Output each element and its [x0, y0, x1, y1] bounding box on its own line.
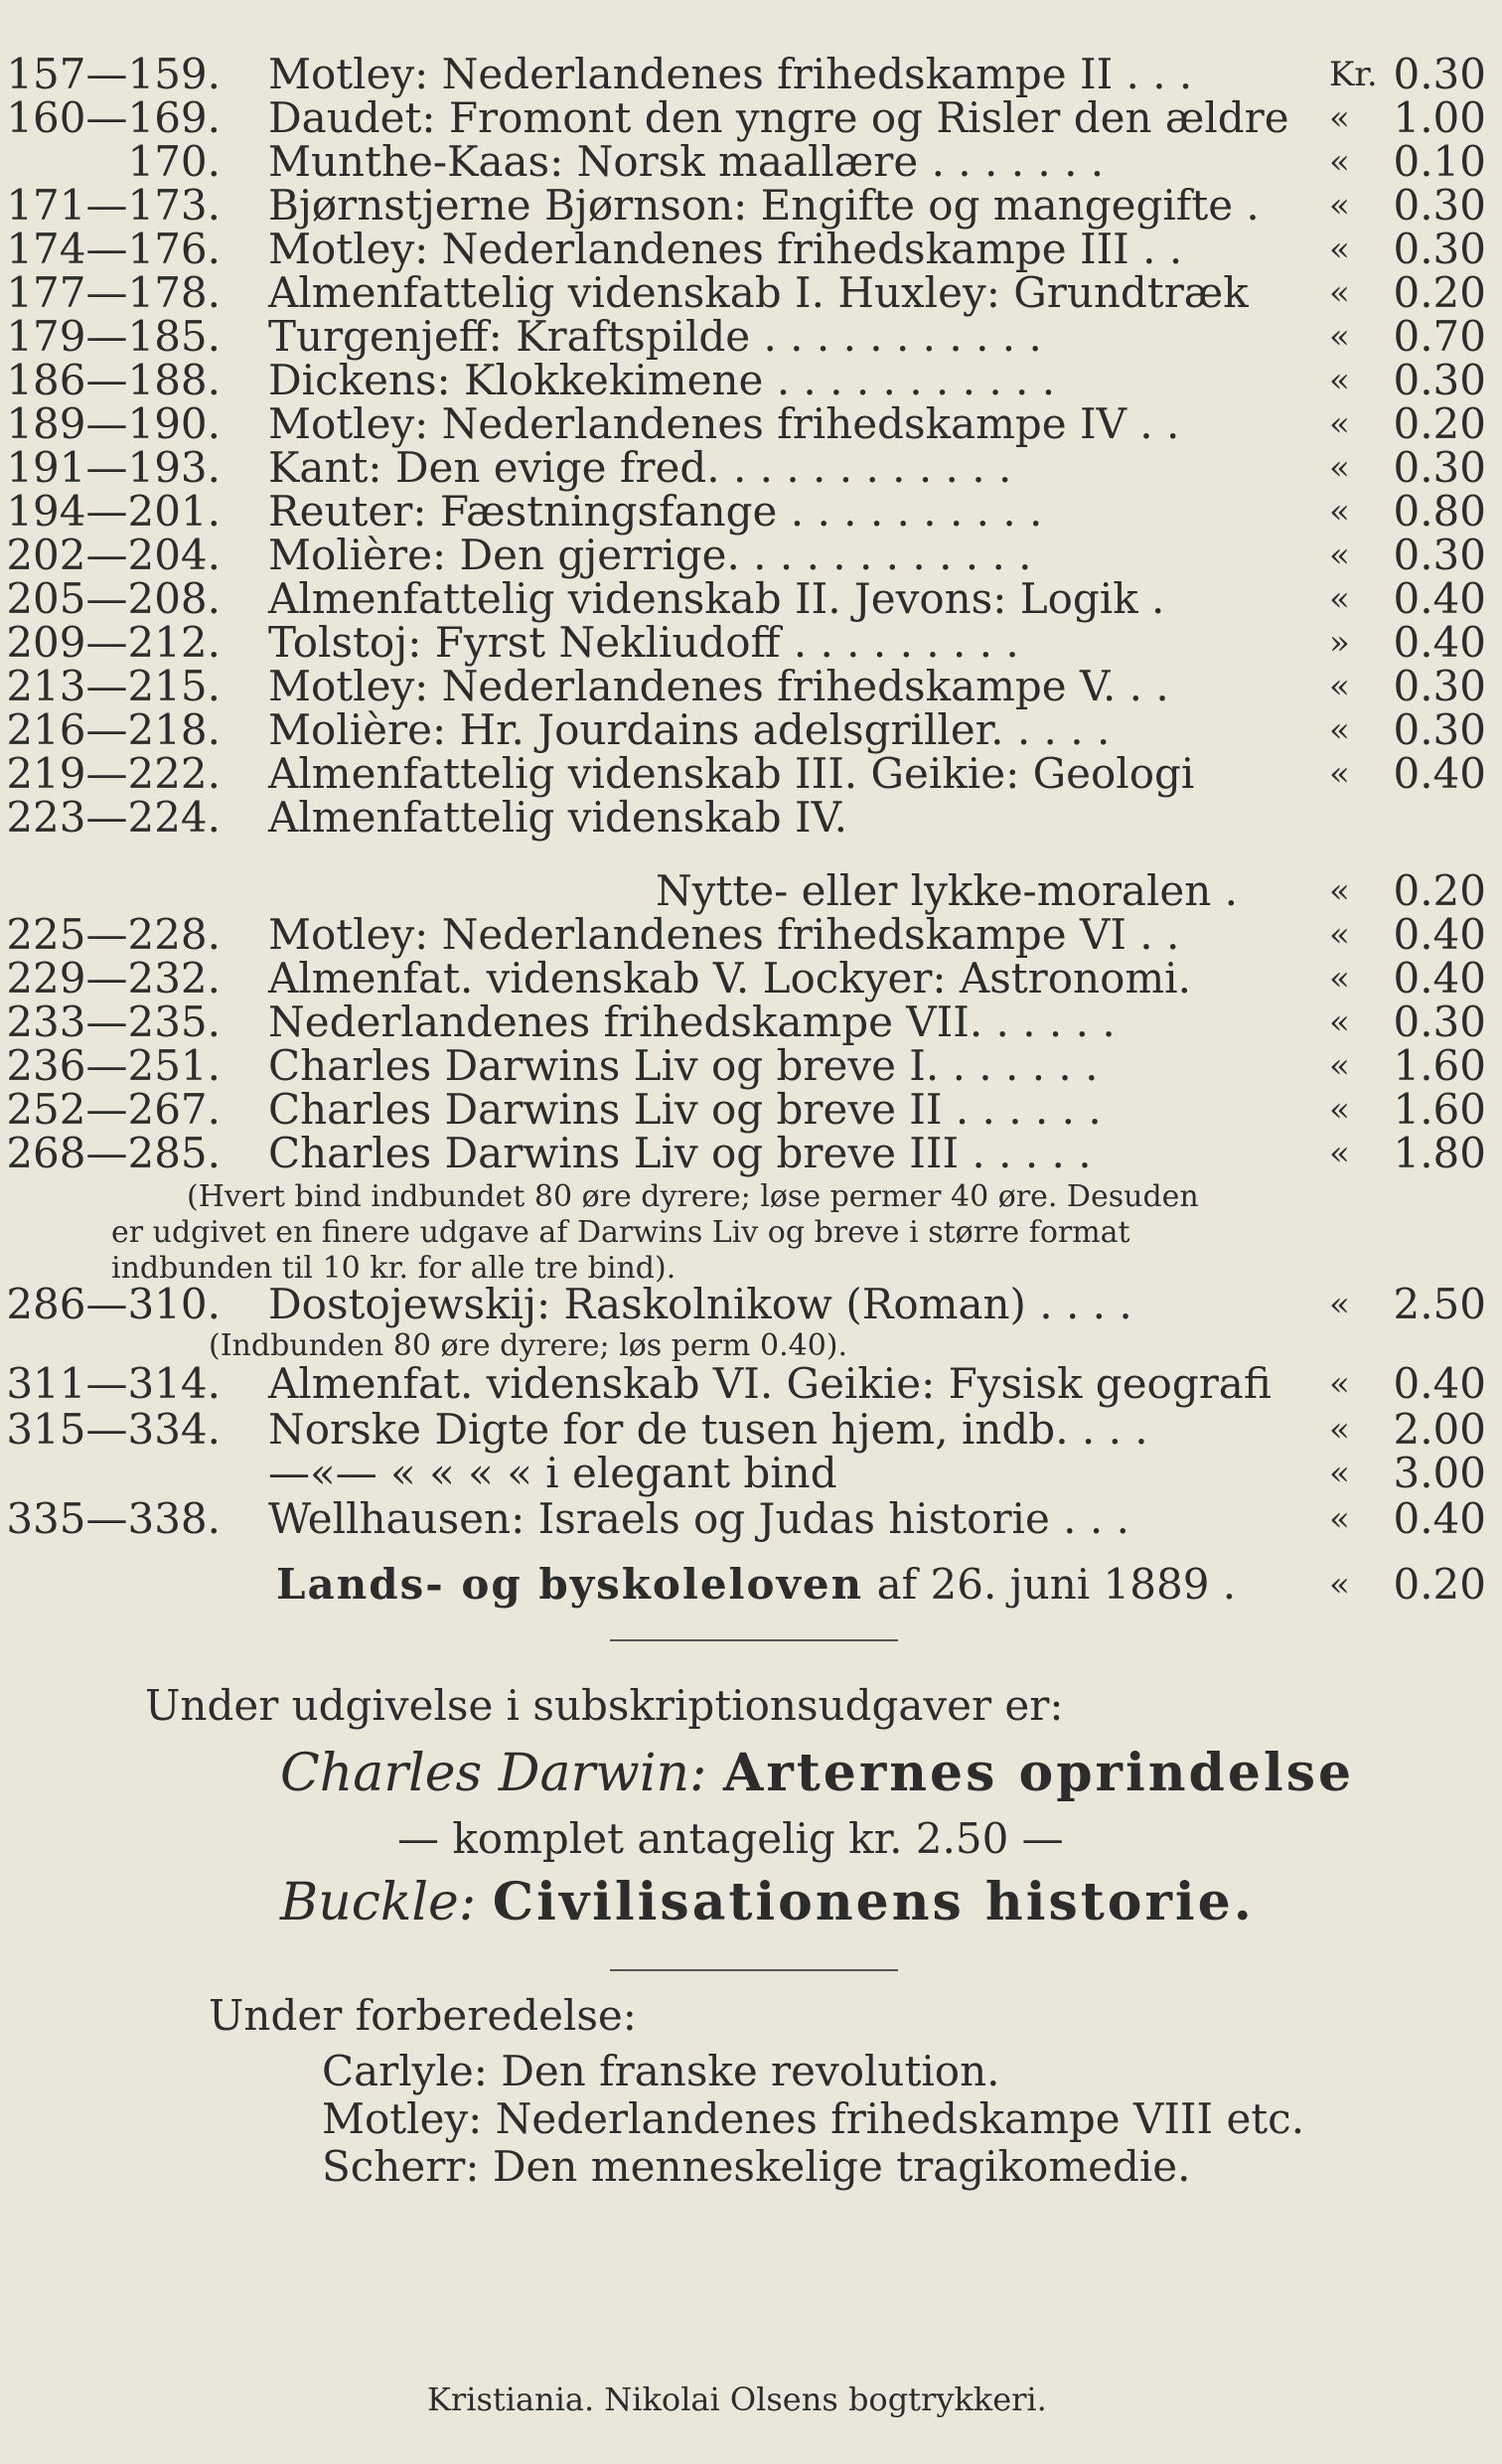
catalog-price: 0.30 — [1393, 531, 1486, 579]
preparation-item: Motley: Nederlandenes frihedskampe VIII etc. — [322, 2094, 1305, 2143]
catalog-row — [0, 1087, 1502, 1133]
law-date: af 26. juni 1889 . — [876, 1560, 1237, 1609]
catalog-title: Almenfat. videnskab VI. Geikie: Fysisk geografi — [268, 1359, 1272, 1408]
catalog-row — [0, 1496, 1502, 1542]
catalog-number: 202—204. — [6, 531, 221, 579]
catalog-row — [0, 1361, 1502, 1407]
catalog-title: Tolstoj: Fyrst Nekliudoff . . . . . . . . . — [268, 618, 1019, 667]
buckle-author: Buckle: — [280, 1873, 477, 1932]
catalog-row — [0, 227, 1502, 272]
price-ditto-mark: « — [1329, 1002, 1350, 1042]
catalog-title: Norske Digte for de tusen hjem, indb. . . . — [268, 1405, 1148, 1454]
darwin-note-line-1: (Hvert bind indbundet 80 øre dyrere; løse permer 40 øre. Desuden — [187, 1179, 1199, 1214]
catalog-price: 0.30 — [1393, 998, 1486, 1046]
price-ditto-mark: « — [1329, 273, 1350, 313]
price-ditto-mark: « — [1329, 1046, 1350, 1086]
catalog-row — [0, 95, 1502, 141]
catalog-row — [0, 956, 1502, 1001]
catalog-price: 0.30 — [1393, 662, 1486, 710]
catalog-title: Almenfat. videnskab V. Lockyer: Astronomi. — [268, 954, 1191, 1002]
catalog-number: 174—176. — [6, 225, 221, 273]
catalog-number: 286—310. — [6, 1280, 221, 1328]
law-title: Lands- og byskoleloven — [276, 1560, 864, 1609]
catalog-title: Dostojewskij: Raskolnikow (Roman) . . . . — [268, 1280, 1132, 1328]
catalog-row — [0, 139, 1502, 185]
catalog-number: 229—232. — [6, 954, 221, 1002]
catalog-row — [0, 795, 1502, 841]
catalog-title: Motley: Nederlandenes frihedskampe II . . . — [268, 50, 1193, 98]
catalog-price: 0.40 — [1393, 954, 1486, 1002]
preparation-item: Carlyle: Den franske revolution. — [322, 2047, 1000, 2095]
price-ditto-mark: « — [1329, 959, 1350, 999]
law-mark: « — [1329, 1565, 1350, 1605]
price-ditto-mark: « — [1329, 142, 1350, 182]
catalog-title: Motley: Nederlandenes frihedskampe V. . . — [268, 662, 1169, 710]
catalog-row — [0, 1451, 1502, 1496]
catalog-row — [0, 183, 1502, 229]
catalog-price: 0.70 — [1393, 312, 1486, 361]
catalog-title: Wellhausen: Israels og Judas historie . . . — [268, 1494, 1129, 1543]
catalog-number: 213—215. — [6, 662, 221, 710]
darwin-price-note: — komplet antagelig kr. 2.50 — — [397, 1814, 1064, 1863]
catalog-title: Nytte- eller lykke-moralen . — [656, 866, 1239, 915]
catalog-number: 268—285. — [6, 1129, 221, 1177]
price-ditto-mark: « — [1329, 448, 1350, 488]
darwin-note-line-3: indbunden til 10 kr. for alle tre bind). — [111, 1251, 676, 1286]
catalog-price: 1.60 — [1393, 1085, 1486, 1134]
catalog-title: Almenfattelig videnskab I. Huxley: Grundtræk — [268, 268, 1249, 317]
price-ditto-mark: « — [1329, 710, 1350, 750]
catalog-title: Dickens: Klokkekimene . . . . . . . . . . . — [268, 356, 1056, 404]
catalog-title: Kant: Den evige fred. . . . . . . . . . . . — [268, 443, 1012, 492]
catalog-price: 3.00 — [1393, 1449, 1486, 1497]
catalog-title: Charles Darwins Liv og breve I. . . . . . . — [268, 1041, 1099, 1090]
price-ditto-mark: « — [1329, 404, 1350, 444]
price-ditto-mark: « — [1329, 871, 1350, 911]
catalog-price: 2.50 — [1393, 1280, 1486, 1328]
price-ditto-mark: « — [1329, 1090, 1350, 1130]
catalog-number: 194—201. — [6, 487, 221, 536]
catalog-price: 0.40 — [1393, 1359, 1486, 1408]
preparation-heading: Under forberedelse: — [209, 1991, 637, 2040]
buckle-subscription-line — [280, 1872, 1255, 1932]
catalog-row — [0, 620, 1502, 666]
catalog-price: 0.40 — [1393, 910, 1486, 959]
catalog-row — [0, 52, 1502, 97]
catalog-row — [0, 533, 1502, 578]
catalog-number: 315—334. — [6, 1405, 221, 1454]
catalog-number: 160—169. — [6, 93, 221, 142]
catalog-title: Motley: Nederlandenes frihedskampe III . . — [268, 225, 1183, 273]
catalog-price: 0.40 — [1393, 574, 1486, 623]
price-ditto-mark: « — [1329, 1454, 1350, 1493]
catalog-price: 0.30 — [1393, 225, 1486, 273]
catalog-title: Turgenjeff: Kraftspilde . . . . . . . . . . . — [268, 312, 1042, 361]
subscription-heading: Under udgivelse i subskriptionsudgaver er: — [145, 1681, 1064, 1730]
catalog-title: Molière: Hr. Jourdains adelsgriller. . . . . — [268, 705, 1111, 754]
darwin-work-title: Arternes oprindelse — [723, 1743, 1355, 1803]
catalog-row — [0, 358, 1502, 403]
catalog-number: 236—251. — [6, 1041, 221, 1090]
catalog-number: 219—222. — [6, 749, 221, 798]
catalog-price: 0.20 — [1393, 866, 1486, 915]
price-ditto-mark: « — [1329, 1499, 1350, 1539]
catalog-number: 179—185. — [6, 312, 221, 361]
catalog-row — [0, 1282, 1502, 1327]
catalog-row — [0, 1043, 1502, 1089]
price-ditto-mark: « — [1329, 317, 1350, 357]
catalog-price: 0.10 — [1393, 137, 1486, 186]
catalog-number: 189—190. — [6, 399, 221, 448]
catalog-price: 0.40 — [1393, 1494, 1486, 1543]
catalog-title: Charles Darwins Liv og breve II . . . . . . — [268, 1085, 1102, 1134]
catalog-price: 0.40 — [1393, 618, 1486, 667]
catalog-title: Charles Darwins Liv og breve III . . . . . — [268, 1129, 1092, 1177]
catalog-row — [0, 314, 1502, 360]
catalog-price: 1.80 — [1393, 1129, 1486, 1177]
divider-rule-1 — [610, 1639, 898, 1641]
price-ditto-mark: « — [1329, 915, 1350, 955]
catalog-price: 0.30 — [1393, 705, 1486, 754]
price-ditto-mark: « — [1329, 667, 1350, 706]
catalog-price: 0.30 — [1393, 50, 1486, 98]
catalog-title: Almenfattelig videnskab III. Geikie: Geologi — [268, 749, 1195, 798]
catalog-number: 170. — [127, 137, 221, 186]
law-price: 0.20 — [1393, 1560, 1486, 1609]
catalog-row — [0, 912, 1502, 958]
price-ditto-mark: « — [1329, 1364, 1350, 1404]
catalog-title: Bjørnstjerne Bjørnson: Engifte og mangegifte . — [268, 181, 1260, 230]
price-ditto-mark: « — [1329, 1134, 1350, 1173]
price-ditto-mark: « — [1329, 1410, 1350, 1450]
catalog-row — [0, 576, 1502, 622]
catalog-price: 0.30 — [1393, 443, 1486, 492]
catalog-price: 0.30 — [1393, 356, 1486, 404]
catalog-number: 205—208. — [6, 574, 221, 623]
darwin-note-line-2: er udgivet en finere udgave af Darwins Liv og breve i større format — [111, 1215, 1130, 1250]
catalog-number: 233—235. — [6, 998, 221, 1046]
catalog-number: 216—218. — [6, 705, 221, 754]
catalog-title: Munthe-Kaas: Norsk maallære . . . . . . . — [268, 137, 1105, 186]
catalog-number: 191—193. — [6, 443, 221, 492]
catalog-number: 171—173. — [6, 181, 221, 230]
catalog-row — [0, 270, 1502, 316]
price-ditto-mark: « — [1329, 492, 1350, 532]
catalog-row — [0, 445, 1502, 491]
catalog-price: 0.80 — [1393, 487, 1486, 536]
price-ditto-mark: « — [1329, 186, 1350, 226]
catalog-number: 186—188. — [6, 356, 221, 404]
price-ditto-mark: « — [1329, 536, 1350, 575]
catalog-price: 1.60 — [1393, 1041, 1486, 1090]
catalog-row — [0, 401, 1502, 447]
catalog-title: Almenfattelig videnskab IV. — [268, 793, 847, 842]
catalog-row — [0, 707, 1502, 753]
price-ditto-mark: « — [1329, 361, 1350, 400]
catalog-price: 0.40 — [1393, 749, 1486, 798]
catalog-row — [0, 751, 1502, 797]
price-ditto-mark: « — [1329, 1285, 1350, 1324]
price-ditto-mark: « — [1329, 579, 1350, 619]
catalog-number: 225—228. — [6, 910, 221, 959]
price-ditto-mark: « — [1329, 98, 1350, 138]
law-row — [0, 1562, 1502, 1608]
buckle-work-title: Civilisationens historie. — [492, 1872, 1255, 1932]
catalog-row — [0, 868, 1502, 914]
divider-rule-2 — [610, 1969, 898, 1971]
price-ditto-mark: « — [1329, 230, 1350, 269]
catalog-number: 177—178. — [6, 268, 221, 317]
catalog-title: Daudet: Fromont den yngre og Risler den ældre — [268, 93, 1289, 142]
catalog-price: 0.30 — [1393, 181, 1486, 230]
catalog-row — [0, 1131, 1502, 1176]
catalog-number: 311—314. — [6, 1359, 221, 1408]
catalog-row — [0, 1000, 1502, 1045]
printer-imprint: Kristiania. Nikolai Olsens bogtrykkeri. — [427, 2381, 1047, 2418]
catalog-title: Molière: Den gjerrige. . . . . . . . . . . . — [268, 531, 1032, 579]
catalog-price: 0.20 — [1393, 399, 1486, 448]
price-ditto-mark: » — [1329, 623, 1350, 663]
catalog-title: —«— « « « « i elegant bind — [268, 1449, 837, 1497]
catalog-number: 223—224. — [6, 793, 221, 842]
catalog-number: 252—267. — [6, 1085, 221, 1134]
catalog-price: 0.20 — [1393, 268, 1486, 317]
catalog-title: Reuter: Fæstningsfange . . . . . . . . . . — [268, 487, 1043, 536]
catalog-price: 1.00 — [1393, 93, 1486, 142]
catalog-title: Motley: Nederlandenes frihedskampe IV . . — [268, 399, 1180, 448]
catalog-number: 335—338. — [6, 1494, 221, 1543]
catalog-title: Motley: Nederlandenes frihedskampe VI . . — [268, 910, 1180, 959]
dostojewskij-note: (Indbunden 80 øre dyrere; løs perm 0.40). — [209, 1328, 848, 1363]
catalog-title: Nederlandenes frihedskampe VII. . . . . . — [268, 998, 1116, 1046]
darwin-subscription-line — [280, 1743, 1354, 1803]
darwin-author: Charles Darwin: — [280, 1744, 707, 1803]
catalog-price: 2.00 — [1393, 1405, 1486, 1454]
catalog-number: 157—159. — [6, 50, 221, 98]
price-ditto-mark: Kr. — [1329, 55, 1378, 94]
catalog-title: Almenfattelig videnskab II. Jevons: Logik . — [268, 574, 1165, 623]
preparation-item: Scherr: Den menneskelige tragikomedie. — [322, 2142, 1191, 2191]
catalog-number: 209—212. — [6, 618, 221, 667]
price-ditto-mark: « — [1329, 754, 1350, 794]
catalog-row — [0, 664, 1502, 709]
catalog-row — [0, 1407, 1502, 1453]
catalog-row — [0, 489, 1502, 535]
